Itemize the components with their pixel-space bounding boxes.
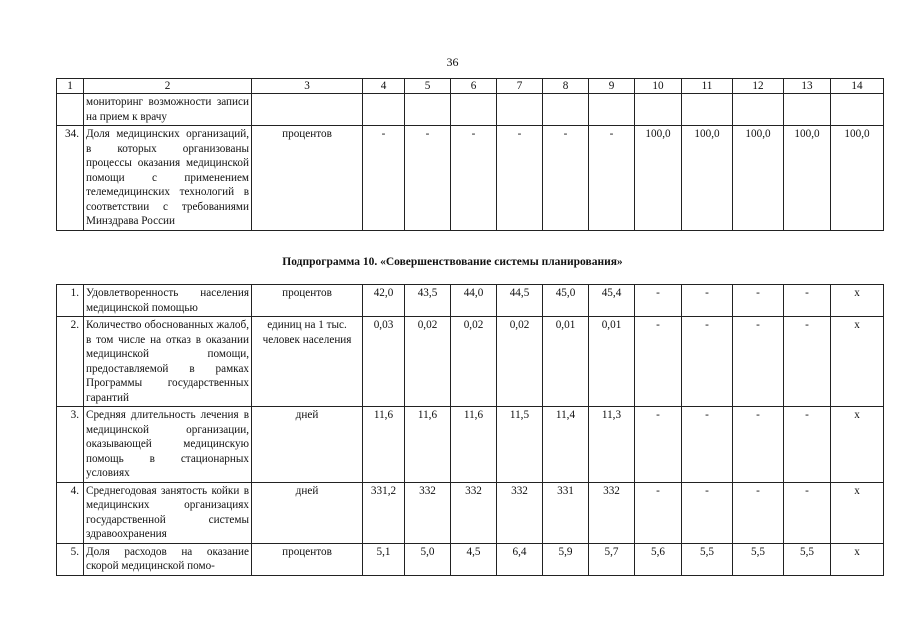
value-cell: - xyxy=(784,407,831,483)
col-header: 9 xyxy=(589,79,635,94)
table-row xyxy=(57,317,884,407)
value-cell: - xyxy=(451,126,497,231)
unit: процентов xyxy=(252,285,363,317)
indicator-name: Среднегодовая занятость койки в медицинских организациях государственной системы здравоохранения xyxy=(84,482,252,543)
value-cell: - xyxy=(733,482,784,543)
col-header: 5 xyxy=(405,79,451,94)
value-cell xyxy=(589,94,635,126)
value-cell: - xyxy=(363,126,405,231)
value-cell: 45,0 xyxy=(543,285,589,317)
value-cell: 100,0 xyxy=(831,126,884,231)
value-cell xyxy=(543,94,589,126)
value-cell: 0,02 xyxy=(405,317,451,407)
header-row xyxy=(57,79,884,94)
row-number xyxy=(57,94,84,126)
col-header: 2 xyxy=(84,79,252,94)
value-cell: - xyxy=(784,317,831,407)
col-header: 10 xyxy=(635,79,682,94)
row-number: 5. xyxy=(57,543,84,575)
value-cell xyxy=(733,94,784,126)
row-number: 4. xyxy=(57,482,84,543)
value-cell: х xyxy=(831,317,884,407)
value-cell: 332 xyxy=(405,482,451,543)
value-cell: - xyxy=(497,126,543,231)
value-cell: 11,6 xyxy=(451,407,497,483)
value-cell: 11,5 xyxy=(497,407,543,483)
unit: единиц на 1 тыс. человек населения xyxy=(252,317,363,407)
value-cell: - xyxy=(682,285,733,317)
value-cell: 331 xyxy=(543,482,589,543)
value-cell: 5,5 xyxy=(784,543,831,575)
value-cell: - xyxy=(733,317,784,407)
value-cell: - xyxy=(589,126,635,231)
unit: дней xyxy=(252,482,363,543)
value-cell xyxy=(635,94,682,126)
value-cell: - xyxy=(784,482,831,543)
value-cell: 6,4 xyxy=(497,543,543,575)
col-header: 12 xyxy=(733,79,784,94)
col-header: 6 xyxy=(451,79,497,94)
value-cell xyxy=(682,94,733,126)
value-cell: - xyxy=(635,407,682,483)
col-header: 13 xyxy=(784,79,831,94)
value-cell: - xyxy=(733,407,784,483)
table-row xyxy=(57,126,884,231)
value-cell: х xyxy=(831,285,884,317)
value-cell xyxy=(497,94,543,126)
value-cell: 332 xyxy=(589,482,635,543)
value-cell: 100,0 xyxy=(784,126,831,231)
value-cell: - xyxy=(733,285,784,317)
value-cell: 4,5 xyxy=(451,543,497,575)
value-cell: 100,0 xyxy=(635,126,682,231)
indicator-name: Удовлетворенность населения медицинской помощью xyxy=(84,285,252,317)
unit: дней xyxy=(252,407,363,483)
value-cell: - xyxy=(543,126,589,231)
value-cell: 5,7 xyxy=(589,543,635,575)
subprogram-title: Подпрограмма 10. «Совершенствование системы планирования» xyxy=(282,256,623,268)
value-cell: 5,6 xyxy=(635,543,682,575)
value-cell: 0,01 xyxy=(543,317,589,407)
value-cell: 11,4 xyxy=(543,407,589,483)
value-cell: 11,3 xyxy=(589,407,635,483)
value-cell: - xyxy=(682,482,733,543)
value-cell: 43,5 xyxy=(405,285,451,317)
value-cell: - xyxy=(405,126,451,231)
value-cell: 44,5 xyxy=(497,285,543,317)
unit: процентов xyxy=(252,126,363,231)
indicator-name: Доля расходов на оказание скорой медицинской помо- xyxy=(84,543,252,575)
indicator-name: Доля медицинских организаций, в которых организованы процессы оказания медицинской помощи с применением телемедицинских технологий в соответствии с требованиями Минздрава России xyxy=(84,126,252,231)
row-number: 3. xyxy=(57,407,84,483)
value-cell: 0,02 xyxy=(451,317,497,407)
value-cell: 0,02 xyxy=(497,317,543,407)
value-cell: 331,2 xyxy=(363,482,405,543)
value-cell: - xyxy=(682,317,733,407)
value-cell: 11,6 xyxy=(363,407,405,483)
col-header: 14 xyxy=(831,79,884,94)
value-cell: 11,6 xyxy=(405,407,451,483)
value-cell: - xyxy=(635,317,682,407)
value-cell: х xyxy=(831,407,884,483)
value-cell: - xyxy=(635,285,682,317)
row-number: 1. xyxy=(57,285,84,317)
row-number: 34. xyxy=(57,126,84,231)
value-cell: 45,4 xyxy=(589,285,635,317)
value-cell: 100,0 xyxy=(733,126,784,231)
value-cell xyxy=(451,94,497,126)
value-cell: х xyxy=(831,543,884,575)
indicator-name: мониторинг возможности записи на прием к врачу xyxy=(84,94,252,126)
value-cell xyxy=(405,94,451,126)
row-number: 2. xyxy=(57,317,84,407)
unit: процентов xyxy=(252,543,363,575)
value-cell: 0,01 xyxy=(589,317,635,407)
value-cell: 44,0 xyxy=(451,285,497,317)
value-cell: 332 xyxy=(451,482,497,543)
table-row xyxy=(57,94,884,126)
table-row xyxy=(57,285,884,317)
indicators-table-subprogram xyxy=(56,284,884,576)
unit xyxy=(252,94,363,126)
col-header: 8 xyxy=(543,79,589,94)
col-header: 11 xyxy=(682,79,733,94)
value-cell: 5,5 xyxy=(733,543,784,575)
value-cell xyxy=(831,94,884,126)
value-cell: 5,9 xyxy=(543,543,589,575)
value-cell xyxy=(363,94,405,126)
table-row xyxy=(57,543,884,575)
value-cell xyxy=(784,94,831,126)
value-cell: - xyxy=(784,285,831,317)
indicators-table-continued xyxy=(56,78,884,231)
value-cell: 0,03 xyxy=(363,317,405,407)
value-cell: 5,0 xyxy=(405,543,451,575)
value-cell: - xyxy=(635,482,682,543)
col-header: 3 xyxy=(252,79,363,94)
value-cell: 100,0 xyxy=(682,126,733,231)
value-cell: 5,5 xyxy=(682,543,733,575)
value-cell: х xyxy=(831,482,884,543)
page-number: 36 xyxy=(446,55,459,69)
indicator-name: Количество обоснованных жалоб, в том числе на отказ в оказании медицинской помощи, предоставляемой в рамках Программы государственных гарантий xyxy=(84,317,252,407)
value-cell: 332 xyxy=(497,482,543,543)
col-header: 1 xyxy=(57,79,84,94)
table-row xyxy=(57,482,884,543)
value-cell: 42,0 xyxy=(363,285,405,317)
col-header: 7 xyxy=(497,79,543,94)
table-row xyxy=(57,407,884,483)
value-cell: - xyxy=(682,407,733,483)
indicator-name: Средняя длительность лечения в медицинской организации, оказывающей медицинскую помощь в стационарных условиях xyxy=(84,407,252,483)
value-cell: 5,1 xyxy=(363,543,405,575)
col-header: 4 xyxy=(363,79,405,94)
